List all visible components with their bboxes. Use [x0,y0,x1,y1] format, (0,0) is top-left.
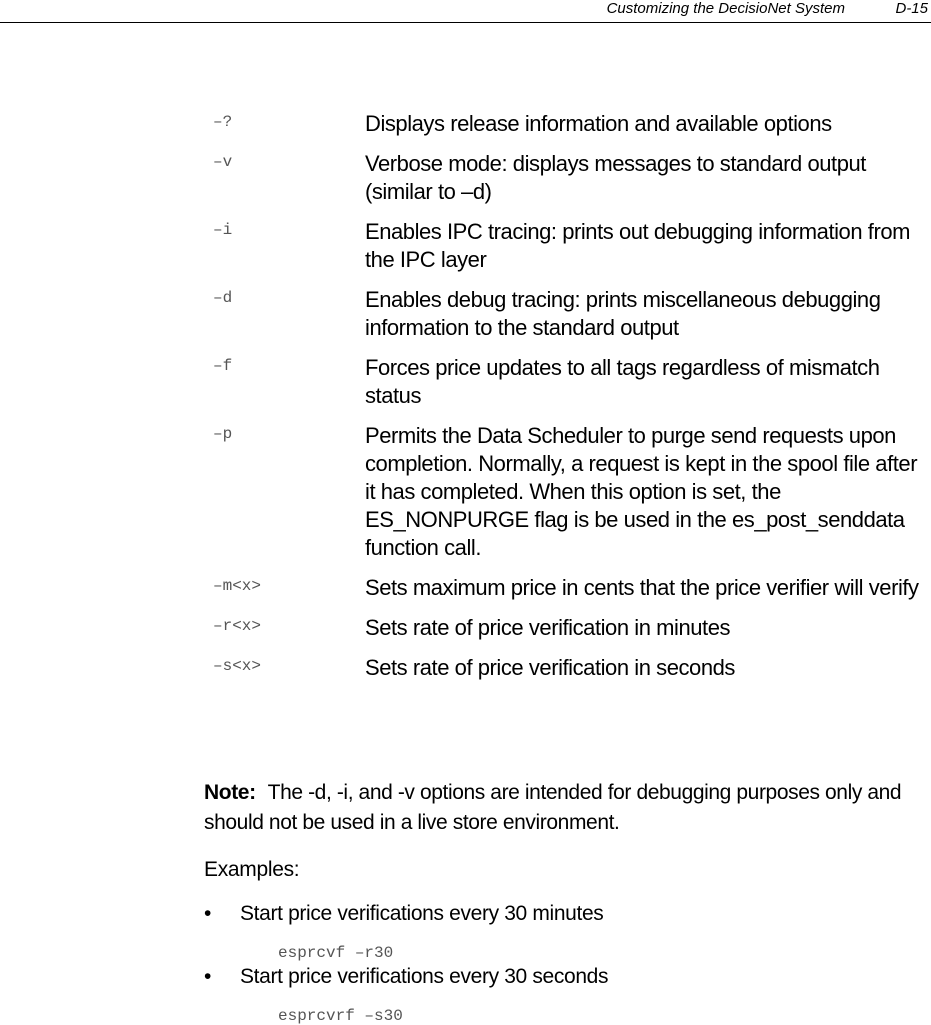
option-description: Displays release information and available options [365,111,832,136]
option-flag: –d [213,289,233,307]
option-flag: –p [213,425,233,443]
option-row [213,574,923,602]
example-text: Start price verifications every 30 minutes [240,902,604,925]
example-item [204,902,603,926]
option-row [213,354,923,410]
option-row [213,654,923,682]
option-row [213,286,923,342]
option-description: Sets rate of price verification in minutes [365,615,731,640]
option-row [213,110,923,138]
option-flag: –m<x> [213,577,262,595]
page-number: D-15 [895,0,928,17]
option-description: Forces price updates to all tags regardless of mismatch status [365,355,880,408]
example-code: esprcvrf –s30 [278,1007,403,1025]
option-flag: –s<x> [213,657,262,675]
option-flag: –? [213,113,233,131]
options-list [213,110,923,694]
option-description: Sets maximum price in cents that the price verifier will verify [365,575,919,600]
bullet-icon: • [204,902,212,925]
example-item [204,965,608,989]
option-description: Enables IPC tracing: prints out debugging information from the IPC layer [365,219,910,272]
option-flag: –v [213,153,233,171]
note-label: Note: [204,781,256,804]
note-paragraph [204,778,919,838]
option-flag: –r<x> [213,617,262,635]
example-text: Start price verifications every 30 seconds [240,965,609,988]
option-description: Sets rate of price verification in seconds [365,655,735,680]
option-description: Permits the Data Scheduler to purge send requests upon completion. Normally, a request is kept in the spool file after it has completed. When this option is set, the ES_NONPURGE flag is be used in the es_post_senddata function call. [365,423,918,560]
example-code: esprcvf –r30 [278,944,394,962]
examples-label: Examples: [204,858,300,881]
option-description: Verbose mode: displays messages to standard output (similar to –d) [365,151,866,204]
option-description: Enables debug tracing: prints miscellaneous debugging information to the standard output [365,287,881,340]
option-row [213,150,923,206]
bullet-icon: • [204,965,212,988]
option-flag: –i [213,221,233,239]
option-flag: –f [213,357,233,375]
note-text: The -d, -i, and -v options are intended for debugging purposes only and should not be used in a live store environment. [204,781,902,834]
option-row [213,614,923,642]
page-header [0,0,931,23]
header-title: Customizing the DecisioNet System [606,0,845,17]
option-row [213,422,923,562]
option-row [213,218,923,274]
